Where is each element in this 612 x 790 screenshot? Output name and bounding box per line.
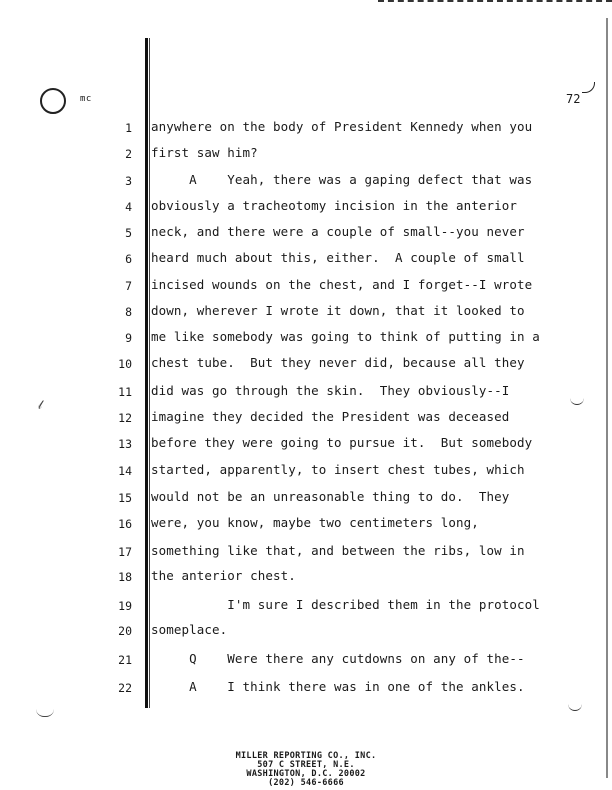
transcript-line: Q Were there any cutdowns on any of the-- <box>151 651 525 666</box>
top-edge-dash <box>378 0 612 6</box>
transcript-line: were, you know, maybe two centimeters long, <box>151 515 479 530</box>
transcript-line: before they were going to pursue it. But somebody <box>151 435 533 450</box>
line-number: 7 <box>125 279 132 293</box>
line-number: 5 <box>125 226 132 240</box>
right-page-edge <box>606 18 608 778</box>
line-number: 18 <box>118 570 132 584</box>
line-number: 11 <box>118 385 132 399</box>
transcript-line: the anterior chest. <box>151 568 296 583</box>
line-number: 21 <box>118 653 132 667</box>
transcript-line: A Yeah, there was a gaping defect that was <box>151 172 533 187</box>
line-number: 16 <box>118 517 132 531</box>
line-number: 2 <box>125 147 132 161</box>
line-number: 14 <box>118 464 132 478</box>
line-number: 13 <box>118 437 132 451</box>
transcript-line: A I think there was in one of the ankles. <box>151 679 525 694</box>
transcript-line: anywhere on the body of President Kennedy when you <box>151 119 533 134</box>
transcript-line: me like somebody was going to think of putting in a <box>151 329 540 344</box>
line-number: 6 <box>125 252 132 266</box>
transcript-line: first saw him? <box>151 145 258 160</box>
transcript-line: something like that, and between the ribs, low in <box>151 543 525 558</box>
transcript-line: started, apparently, to insert chest tubes, which <box>151 462 525 477</box>
page-number-mark-icon <box>582 82 595 93</box>
line-number: 12 <box>118 411 132 425</box>
margin-check-mark-icon <box>568 702 582 711</box>
line-number: 9 <box>125 331 132 345</box>
transcript-line: down, wherever I wrote it down, that it looked to <box>151 303 525 318</box>
transcript-line: did was go through the skin. They obviously--I <box>151 383 510 398</box>
page-number: 72 <box>566 92 581 106</box>
transcript-line: imagine they decided the President was deceased <box>151 409 510 424</box>
transcript-line: chest tube. But they never did, because all they <box>151 355 525 370</box>
line-number: 17 <box>118 545 132 559</box>
transcript-line: obviously a tracheotomy incision in the anterior <box>151 198 518 213</box>
margin-scribble-icon: 𝓁 <box>38 398 42 412</box>
footer-company: MILLER REPORTING CO., INC. <box>235 751 377 761</box>
margin-rule-inner <box>149 38 150 708</box>
line-number: 22 <box>118 681 132 695</box>
line-number: 3 <box>125 174 132 188</box>
line-number: 4 <box>125 200 132 214</box>
transcript-line: would not be an unreasonable thing to do. They <box>151 489 510 504</box>
line-number: 19 <box>118 599 132 613</box>
line-number: 15 <box>118 491 132 505</box>
line-number: 20 <box>118 624 132 638</box>
transcript-line: heard much about this, either. A couple of small <box>151 250 525 265</box>
line-number: 10 <box>118 357 132 371</box>
transcript-line: neck, and there were a couple of small--you never <box>151 224 525 239</box>
footer-street: 507 C STREET, N.E. <box>257 760 355 770</box>
transcript-line: incised wounds on the chest, and I forget--I wrote <box>151 277 533 292</box>
margin-scribble-icon <box>36 708 54 717</box>
line-number: 8 <box>125 305 132 319</box>
footer-city: WASHINGTON, D.C. 20002 <box>246 769 366 779</box>
transcript-line: someplace. <box>151 622 228 637</box>
margin-check-mark-icon <box>570 396 584 405</box>
transcript-line: I'm sure I described them in the protocol <box>151 597 540 612</box>
reporter-initials: mc <box>80 94 92 104</box>
punch-hole-icon <box>40 88 66 114</box>
footer-phone: (202) 546-6666 <box>268 778 344 788</box>
margin-rule <box>145 38 148 708</box>
line-number: 1 <box>125 121 132 135</box>
